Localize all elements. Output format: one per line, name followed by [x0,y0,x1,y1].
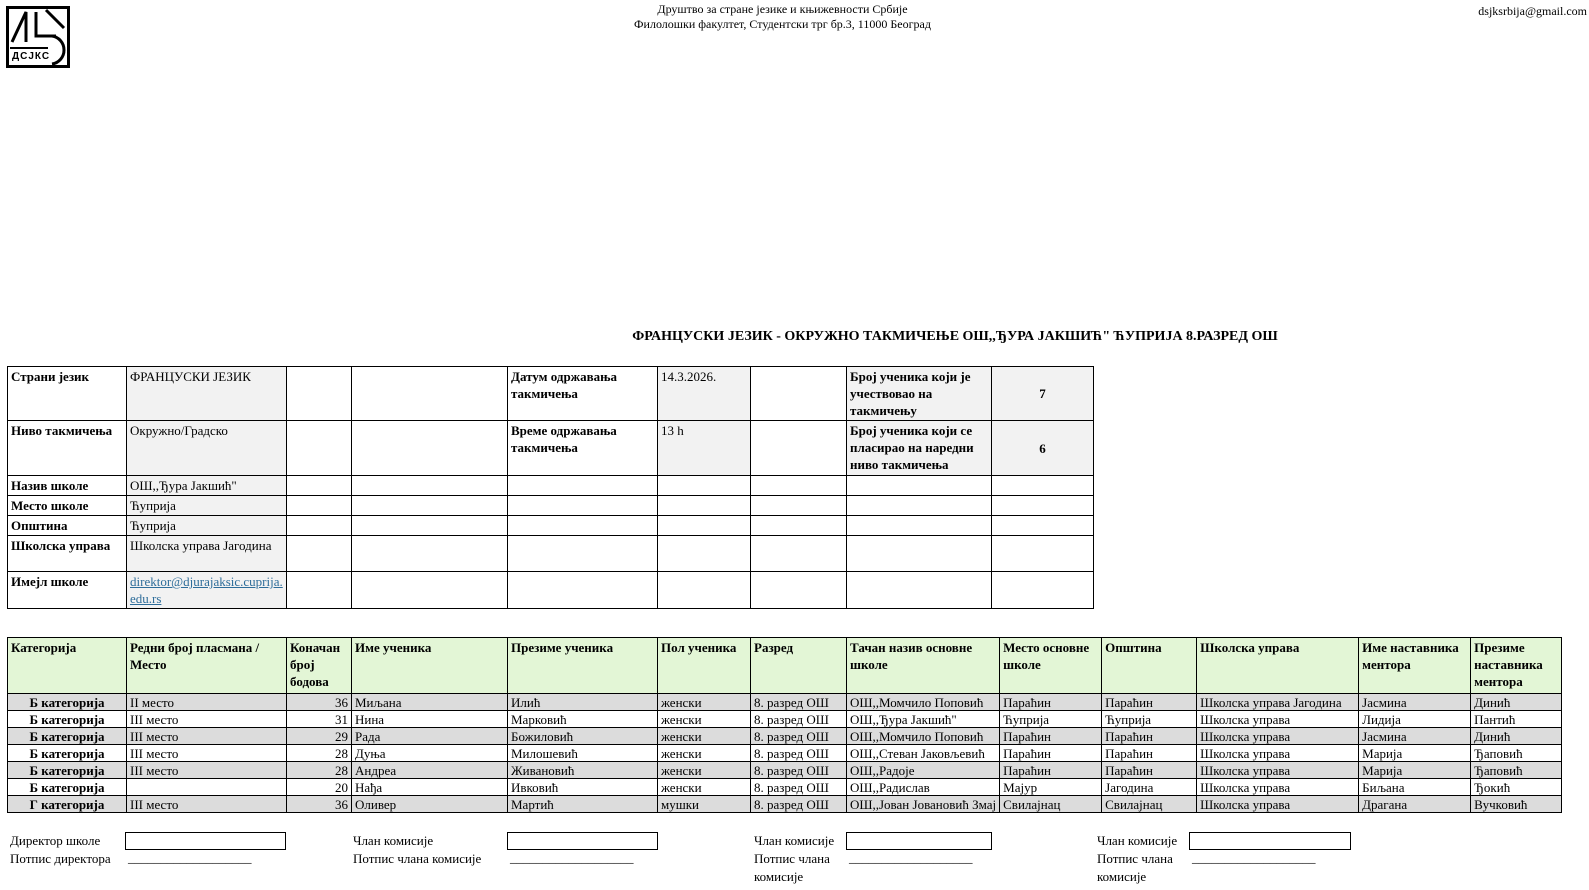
result-row [8,694,1562,711]
result-row [8,762,1562,779]
cell-school-place: Свилајнац [1000,796,1102,813]
director-label: Директор школе [10,833,101,848]
cell-placement: II место [127,694,287,711]
cell-placement: III место [127,762,287,779]
member-2-sign-line[interactable]: ___________________ [849,850,973,865]
member-3-label: Члан комисије [1097,833,1178,848]
col-school-place: Место основне школе [1000,638,1102,694]
place-label: Место школе [8,496,127,516]
member-2-label: Члан комисије [754,833,835,848]
dsjks-logo [6,6,70,68]
cell-points: 36 [287,796,352,813]
time-value: 13 h [658,421,751,476]
cell-first-name: Дуња [352,745,508,762]
cell-mentor-last: Ђаповић [1471,745,1562,762]
cell-category: Б категорија [8,728,127,745]
cell-admin: Школска управа [1197,796,1359,813]
cell-school-place: Ћуприја [1000,711,1102,728]
director-field[interactable] [125,832,286,850]
col-mentor-first: Име наставника ментора [1359,638,1471,694]
result-row [8,796,1562,813]
member-1-label: Члан комисије [353,833,434,848]
cell-points: 31 [287,711,352,728]
school-email-label: Имејл школе [8,572,127,609]
school-label: Назив школе [8,476,127,496]
cell-category: Г категорија [8,796,127,813]
cell-admin: Школска управа [1197,745,1359,762]
cell-placement: III место [127,745,287,762]
admin-label: Школска управа [8,536,127,572]
cell-category: Б категорија [8,694,127,711]
cell-first-name: Миљана [352,694,508,711]
advanced-label: Број ученика који се пласирао на наредни ниво такмичења [847,421,992,476]
cell-school: ОШ,,Стеван Јаковљевић [847,745,1000,762]
language-value: ФРАНЦУСКИ ЈЕЗИК [127,367,287,421]
municipality-value: Ћуприја [127,516,287,536]
participants-value: 7 [992,367,1094,421]
cell-placement [127,779,287,796]
cell-last-name: Божиловић [508,728,658,745]
col-municipality: Општина [1102,638,1197,694]
cell-mentor-first: Биљана [1359,779,1471,796]
cell-mentor-last: Ђаповић [1471,762,1562,779]
cell-points: 36 [287,694,352,711]
competition-info-table [7,366,1094,609]
cell-last-name: Мартић [508,796,658,813]
cell-points: 20 [287,779,352,796]
director-sign-line[interactable]: ___________________ [128,850,252,865]
cell-municipality: Параћин [1102,762,1197,779]
cell-grade: 8. разред ОШ [751,779,847,796]
col-gender: Пол ученика [658,638,751,694]
cell-school: ОШ,,Ђура Јакшић" [847,711,1000,728]
cell-first-name: Рада [352,728,508,745]
cell-school: ОШ,,Радислав [847,779,1000,796]
page-title: ФРАНЦУСКИ ЈЕЗИК - ОКРУЖНО ТАКМИЧЕЊЕ ОШ,,ЂУРА ЈАКШИЋ" ЋУПРИЈА 8.РАЗРЕД ОШ [632,329,1278,344]
cell-school-place: Параћин [1000,762,1102,779]
date-value: 14.3.2026. [658,367,751,421]
cell-school: ОШ,,Момчило Поповић [847,694,1000,711]
admin-value: Школска управа Јагодина [127,536,287,572]
cell-last-name: Марковић [508,711,658,728]
member-1-sign-line[interactable]: ___________________ [510,850,634,865]
cell-municipality: Свилајнац [1102,796,1197,813]
time-label: Време одржавања такмичења [508,421,658,476]
cell-municipality: Јагодина [1102,779,1197,796]
results-table [7,637,1562,813]
result-row [8,711,1562,728]
organization-header [560,2,1005,32]
result-row [8,779,1562,796]
member-3-sign-label: Потпис члана комисије [1097,851,1173,884]
cell-grade: 8. разред ОШ [751,694,847,711]
date-label: Датум одржавања такмичења [508,367,658,421]
col-category: Категорија [8,638,127,694]
results-header-row [8,638,1562,694]
member-3-field[interactable] [1189,832,1351,850]
cell-last-name: Живановић [508,762,658,779]
cell-admin: Школска управа Јагодина [1197,694,1359,711]
cell-municipality: Ћуприја [1102,711,1197,728]
col-school: Тачан назив основне школе [847,638,1000,694]
cell-municipality: Параћин [1102,745,1197,762]
member-1-sign-label: Потпис члана комисије [353,851,482,866]
cell-gender: женски [658,694,751,711]
cell-category: Б категорија [8,762,127,779]
member-1-field[interactable] [507,832,658,850]
cell-placement: III место [127,711,287,728]
cell-points: 29 [287,728,352,745]
cell-school: ОШ,,Радоје [847,762,1000,779]
col-points: Коначан број бодова [287,638,352,694]
member-3-sign-line[interactable]: ___________________ [1192,850,1316,865]
cell-gender: женски [658,762,751,779]
cell-mentor-first: Марија [1359,762,1471,779]
col-grade: Разред [751,638,847,694]
cell-municipality: Параћин [1102,694,1197,711]
cell-points: 28 [287,745,352,762]
cell-gender: женски [658,745,751,762]
place-value: Ћуприја [127,496,287,516]
cell-points: 28 [287,762,352,779]
cell-municipality: Параћин [1102,728,1197,745]
language-label: Страни језик [8,367,127,421]
director-sign-label: Потпис директора [10,851,111,866]
school-value: ОШ,,Ђура Јакшић" [127,476,287,496]
school-email-link[interactable]: direktor@djurajaksic.cuprija.edu.rs [130,574,283,606]
level-label: Ниво такмичења [8,421,127,476]
cell-placement: III место [127,728,287,745]
cell-gender: женски [658,779,751,796]
cell-school: ОШ,,Јован Јовановић Змај [847,796,1000,813]
cell-mentor-first: Јасмина [1359,728,1471,745]
result-row [8,728,1562,745]
cell-school: ОШ,,Момчило Поповић [847,728,1000,745]
cell-grade: 8. разред ОШ [751,745,847,762]
contact-email: dsjksrbija@gmail.com [1478,4,1587,18]
cell-first-name: Нина [352,711,508,728]
cell-school-place: Параћин [1000,728,1102,745]
cell-mentor-last: Ђокић [1471,779,1562,796]
cell-last-name: Илић [508,694,658,711]
cell-grade: 8. разред ОШ [751,762,847,779]
cell-mentor-first: Лидија [1359,711,1471,728]
cell-mentor-first: Марија [1359,745,1471,762]
municipality-label: Општина [8,516,127,536]
logo-text: ДСЈКС [12,51,51,62]
member-2-sign-label: Потпис члана комисије [754,851,830,884]
cell-gender: мушки [658,796,751,813]
col-last-name: Презиме ученика [508,638,658,694]
cell-category: Б категорија [8,745,127,762]
cell-first-name: Андреа [352,762,508,779]
cell-grade: 8. разред ОШ [751,728,847,745]
cell-admin: Школска управа [1197,711,1359,728]
cell-last-name: Ивковић [508,779,658,796]
col-admin: Школска управа [1197,638,1359,694]
cell-mentor-first: Јасмина [1359,694,1471,711]
cell-placement: III место [127,796,287,813]
cell-mentor-last: Пантић [1471,711,1562,728]
cell-admin: Школска управа [1197,728,1359,745]
col-first-name: Име ученика [352,638,508,694]
cell-category: Б категорија [8,779,127,796]
cell-admin: Школска управа [1197,762,1359,779]
participants-label: Број ученика који је учествовао на такмичењу [847,367,992,421]
level-value: Окружно/Градско [127,421,287,476]
cell-mentor-last: Динић [1471,694,1562,711]
cell-school-place: Параћин [1000,745,1102,762]
member-2-field[interactable] [846,832,992,850]
cell-gender: женски [658,711,751,728]
cell-grade: 8. разред ОШ [751,711,847,728]
org-name: Друштво за стране језике и књижевности Србије [657,2,908,16]
cell-mentor-last: Динић [1471,728,1562,745]
advanced-value: 6 [992,421,1094,476]
cell-grade: 8. разред ОШ [751,796,847,813]
col-placement: Редни број пласмана / Место [127,638,287,694]
cell-school-place: Параћин [1000,694,1102,711]
cell-last-name: Милошевић [508,745,658,762]
cell-mentor-first: Драгана [1359,796,1471,813]
cell-school-place: Мајур [1000,779,1102,796]
org-address: Филолошки факултет, Студентски трг бр.3, 11000 Београд [634,17,931,31]
cell-admin: Школска управа [1197,779,1359,796]
result-row [8,745,1562,762]
cell-mentor-last: Вучковић [1471,796,1562,813]
cell-category: Б категорија [8,711,127,728]
cell-first-name: Нађа [352,779,508,796]
col-mentor-last: Презиме наставника ментора [1471,638,1562,694]
cell-gender: женски [658,728,751,745]
cell-first-name: Оливер [352,796,508,813]
